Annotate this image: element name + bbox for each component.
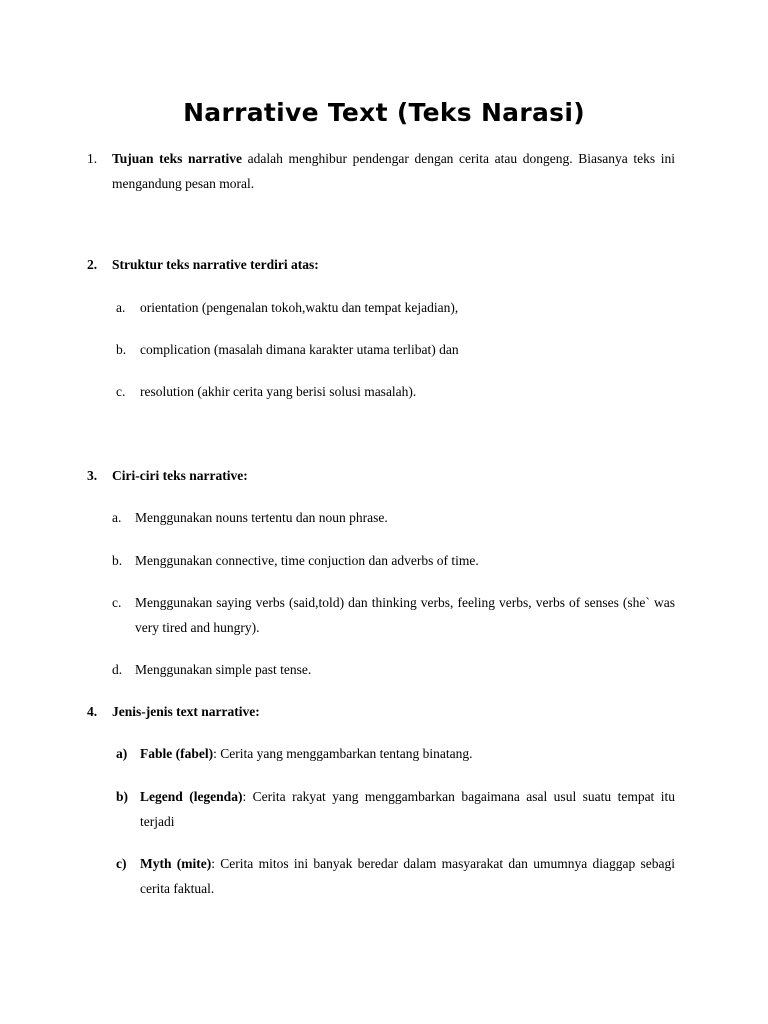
list-item-marker: b. — [116, 342, 127, 357]
list-item: resolution (akhir cerita yang berisi solusi masalah). — [140, 384, 417, 399]
list-item: Myth (mite): Cerita mitos ini banyak beredar dalam masyarakat dan umumnya diaggap sebagi cerita faktual. — [140, 856, 675, 896]
list-item: complication (masalah dimana karakter utama terlibat) dan — [140, 342, 459, 357]
list-item-marker: c) — [116, 856, 127, 871]
section-1-paragraph — [112, 146, 675, 196]
page-title: Narrative Text (Teks Narasi) — [183, 98, 585, 127]
list-item: Legend (legenda): Cerita rakyat yang menggambarkan bagaimana asal usul suatu tempat itu terjadi — [140, 789, 676, 829]
list-item-marker: b) — [116, 789, 129, 804]
section-1-bold-lead: Tujuan teks narrative — [112, 151, 243, 166]
list-item: Menggunakan saying verbs (said,told) dan thinking verbs, feeling verbs, verbs of senses (she` was very tired and hungry). — [135, 595, 675, 635]
list-item-marker: b. — [112, 553, 123, 568]
list-item-marker: c. — [116, 384, 126, 399]
list-item-marker: c. — [112, 595, 122, 610]
section-1-text: adalah menghibur pendengar dengan cerita atau dongeng. Biasanya teks ini mengandung pesan moral. — [112, 151, 675, 191]
section-4-number: 4. — [87, 704, 98, 719]
list-item: Menggunakan connective, time conjuction dan adverbs of time. — [135, 553, 479, 568]
list-item: Fable (fabel): Cerita yang menggambarkan tentang binatang. — [140, 746, 473, 761]
section-3-heading: Ciri-ciri teks narrative: — [112, 468, 248, 483]
list-item: orientation (pengenalan tokoh,waktu dan tempat kejadian), — [140, 300, 459, 315]
list-item: Menggunakan simple past tense. — [135, 662, 312, 677]
section-2-heading: Struktur teks narrative terdiri atas: — [112, 257, 319, 272]
section-4-heading: Jenis-jenis text narrative: — [112, 704, 260, 719]
list-item-marker: a. — [116, 300, 126, 315]
list-item-marker: d. — [112, 662, 123, 677]
list-item-marker: a. — [112, 510, 122, 525]
list-item: Menggunakan nouns tertentu dan noun phrase. — [135, 510, 388, 525]
list-item-marker: a) — [116, 746, 128, 761]
section-2-number: 2. — [87, 257, 98, 272]
section-1-number: 1. — [87, 151, 98, 166]
section-3-number: 3. — [87, 468, 98, 483]
